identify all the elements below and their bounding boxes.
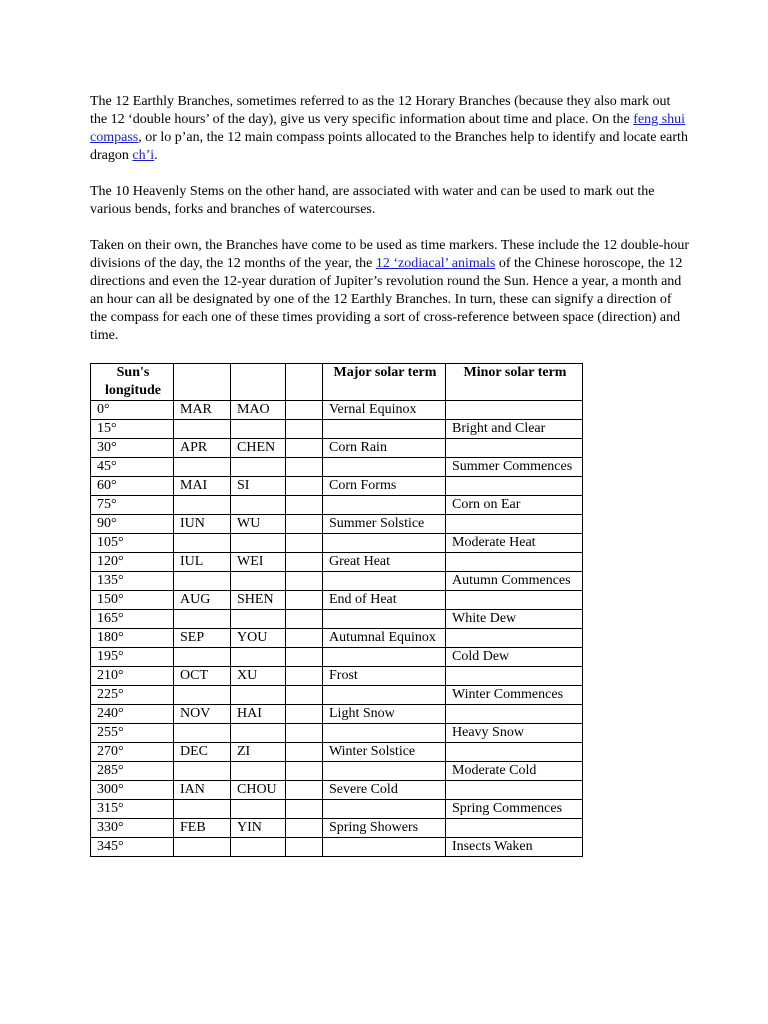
minor-term-cell: Autumn Commences: [446, 572, 583, 591]
major-term-cell: [323, 610, 446, 629]
blank-cell: [286, 401, 323, 420]
major-term-cell: [323, 572, 446, 591]
branch-cell: ZI: [231, 743, 286, 762]
branch-cell: YIN: [231, 819, 286, 838]
paragraph-1: The 12 Earthly Branches, sometimes referred to as the 12 Horary Branches (because they also mark out the 12 ‘double hours’ of the day), give us very specific information about time and place. On the feng shui compass, or lo p’an, the 12 main compass points allocated to the Branches help to identify and locate earth dragon ch’i.: [90, 94, 688, 163]
month-cell: SEP: [174, 629, 231, 648]
month-cell: MAI: [174, 477, 231, 496]
table-row: [91, 439, 583, 458]
table-row: [91, 572, 583, 591]
minor-term-cell: White Dew: [446, 610, 583, 629]
longitude-cell: 180°: [91, 629, 174, 648]
minor-term-cell: [446, 553, 583, 572]
blank-cell: [286, 477, 323, 496]
branch-cell: [231, 458, 286, 477]
major-term-cell: Great Heat: [323, 553, 446, 572]
blank-cell: [286, 819, 323, 838]
branch-cell: [231, 496, 286, 515]
branch-cell: [231, 610, 286, 629]
month-cell: [174, 838, 231, 857]
table-row: [91, 610, 583, 629]
month-cell: IAN: [174, 781, 231, 800]
branch-cell: WU: [231, 515, 286, 534]
month-cell: [174, 800, 231, 819]
table-row: [91, 705, 583, 724]
month-cell: [174, 762, 231, 781]
longitude-cell: 255°: [91, 724, 174, 743]
month-cell: NOV: [174, 705, 231, 724]
month-cell: OCT: [174, 667, 231, 686]
table-row: [91, 629, 583, 648]
minor-term-cell: Winter Commences: [446, 686, 583, 705]
longitude-cell: 285°: [91, 762, 174, 781]
longitude-cell: 210°: [91, 667, 174, 686]
month-cell: IUN: [174, 515, 231, 534]
table-row: [91, 496, 583, 515]
table-body: [91, 401, 583, 857]
zodiacal-animals-link[interactable]: 12 ‘zodiacal’ animals: [375, 256, 496, 271]
blank-cell: [286, 420, 323, 439]
major-term-cell: Corn Rain: [323, 439, 446, 458]
major-term-cell: Vernal Equinox: [323, 401, 446, 420]
minor-term-cell: Insects Waken: [446, 838, 583, 857]
minor-term-cell: Spring Commences: [446, 800, 583, 819]
longitude-cell: 195°: [91, 648, 174, 667]
branch-cell: CHEN: [231, 439, 286, 458]
branch-cell: [231, 648, 286, 667]
month-cell: [174, 686, 231, 705]
blank-cell: [286, 496, 323, 515]
table-row: [91, 819, 583, 838]
header-major-solar-term: Major solar term: [323, 364, 446, 401]
month-cell: [174, 724, 231, 743]
longitude-cell: 165°: [91, 610, 174, 629]
longitude-cell: 150°: [91, 591, 174, 610]
month-cell: [174, 534, 231, 553]
table-row: [91, 781, 583, 800]
major-term-cell: [323, 458, 446, 477]
month-cell: [174, 648, 231, 667]
month-cell: APR: [174, 439, 231, 458]
blank-cell: [286, 686, 323, 705]
blank-cell: [286, 705, 323, 724]
table-row: [91, 686, 583, 705]
minor-term-cell: [446, 781, 583, 800]
longitude-cell: 240°: [91, 705, 174, 724]
longitude-cell: 60°: [91, 477, 174, 496]
major-term-cell: End of Heat: [323, 591, 446, 610]
table-row: [91, 648, 583, 667]
major-term-cell: Spring Showers: [323, 819, 446, 838]
longitude-cell: 45°: [91, 458, 174, 477]
longitude-cell: 300°: [91, 781, 174, 800]
minor-term-cell: Heavy Snow: [446, 724, 583, 743]
major-term-cell: [323, 724, 446, 743]
branch-cell: [231, 838, 286, 857]
branch-cell: [231, 762, 286, 781]
month-cell: [174, 572, 231, 591]
minor-term-cell: Bright and Clear: [446, 420, 583, 439]
minor-term-cell: [446, 439, 583, 458]
table-row: [91, 591, 583, 610]
paragraph-2: The 10 Heavenly Stems on the other hand, are associated with water and can be used to mark out the various bends, forks and branches of watercourses.: [90, 184, 655, 217]
major-term-cell: Corn Forms: [323, 477, 446, 496]
table-row: [91, 667, 583, 686]
month-cell: [174, 420, 231, 439]
minor-term-cell: [446, 515, 583, 534]
minor-term-cell: Summer Commences: [446, 458, 583, 477]
longitude-cell: 270°: [91, 743, 174, 762]
minor-term-cell: [446, 401, 583, 420]
blank-cell: [286, 515, 323, 534]
major-term-cell: [323, 420, 446, 439]
longitude-cell: 0°: [91, 401, 174, 420]
longitude-cell: 135°: [91, 572, 174, 591]
document-body: [90, 93, 690, 857]
table-row: [91, 420, 583, 439]
feng-shui-compass-link[interactable]: feng shui compass: [90, 112, 685, 145]
minor-term-cell: [446, 705, 583, 724]
table-row: [91, 724, 583, 743]
longitude-cell: 120°: [91, 553, 174, 572]
minor-term-cell: Corn on Ear: [446, 496, 583, 515]
longitude-cell: 315°: [91, 800, 174, 819]
branch-cell: [231, 724, 286, 743]
blank-cell: [286, 743, 323, 762]
longitude-cell: 345°: [91, 838, 174, 857]
table-row: [91, 743, 583, 762]
branch-cell: SI: [231, 477, 286, 496]
major-term-cell: [323, 686, 446, 705]
longitude-cell: 15°: [91, 420, 174, 439]
blank-cell: [286, 553, 323, 572]
longitude-cell: 330°: [91, 819, 174, 838]
major-term-cell: Severe Cold: [323, 781, 446, 800]
blank-cell: [286, 591, 323, 610]
month-cell: DEC: [174, 743, 231, 762]
minor-term-cell: [446, 743, 583, 762]
major-term-cell: [323, 648, 446, 667]
minor-term-cell: Cold Dew: [446, 648, 583, 667]
month-cell: MAR: [174, 401, 231, 420]
month-cell: FEB: [174, 819, 231, 838]
blank-cell: [286, 439, 323, 458]
header-blank-3: [286, 364, 323, 401]
branch-cell: [231, 686, 286, 705]
longitude-cell: 90°: [91, 515, 174, 534]
blank-cell: [286, 610, 323, 629]
minor-term-cell: Moderate Heat: [446, 534, 583, 553]
branch-cell: WEI: [231, 553, 286, 572]
major-term-cell: [323, 838, 446, 857]
minor-term-cell: [446, 667, 583, 686]
branch-cell: HAI: [231, 705, 286, 724]
blank-cell: [286, 572, 323, 591]
blank-cell: [286, 724, 323, 743]
blank-cell: [286, 781, 323, 800]
blank-cell: [286, 534, 323, 553]
major-term-cell: [323, 800, 446, 819]
table-row: [91, 838, 583, 857]
branch-cell: YOU: [231, 629, 286, 648]
table-header-row: [91, 364, 583, 401]
branch-cell: [231, 572, 286, 591]
blank-cell: [286, 667, 323, 686]
branch-cell: [231, 534, 286, 553]
minor-term-cell: Moderate Cold: [446, 762, 583, 781]
solar-terms-table: [90, 363, 583, 857]
minor-term-cell: [446, 477, 583, 496]
longitude-cell: 75°: [91, 496, 174, 515]
table-row: [91, 458, 583, 477]
table-row: [91, 515, 583, 534]
month-cell: AUG: [174, 591, 231, 610]
longitude-cell: 225°: [91, 686, 174, 705]
minor-term-cell: [446, 591, 583, 610]
major-term-cell: Summer Solstice: [323, 515, 446, 534]
month-cell: IUL: [174, 553, 231, 572]
table-row: [91, 762, 583, 781]
branch-cell: MAO: [231, 401, 286, 420]
blank-cell: [286, 800, 323, 819]
month-cell: [174, 458, 231, 477]
major-term-cell: Autumnal Equinox: [323, 629, 446, 648]
table-row: [91, 477, 583, 496]
chi-link[interactable]: ch’i: [132, 148, 155, 163]
month-cell: [174, 496, 231, 515]
header-minor-solar-term: Minor solar term: [446, 364, 583, 401]
blank-cell: [286, 629, 323, 648]
table-row: [91, 553, 583, 572]
longitude-cell: 30°: [91, 439, 174, 458]
branch-cell: [231, 420, 286, 439]
blank-cell: [286, 762, 323, 781]
blank-cell: [286, 648, 323, 667]
longitude-cell: 105°: [91, 534, 174, 553]
table-row: [91, 401, 583, 420]
paragraph-3: Taken on their own, the Branches have come to be used as time markers. These include the 12 double-hour divisions of the day, the 12 months of the year, the 12 ‘zodiacal’ animals of the Chinese horoscope, the 12 directions and even the 12-year duration of Jupiter’s revolution round the Sun. Hence a year, a month and an hour can all be designated by one of the 12 Earthly Branches. In turn, these can signify a direction of the compass for each one of these times providing a sort of cross-reference between space (direction) and time.: [90, 238, 690, 343]
major-term-cell: [323, 762, 446, 781]
major-term-cell: Frost: [323, 667, 446, 686]
branch-cell: [231, 800, 286, 819]
minor-term-cell: [446, 629, 583, 648]
major-term-cell: Light Snow: [323, 705, 446, 724]
table-row: [91, 534, 583, 553]
header-blank-1: [174, 364, 231, 401]
month-cell: [174, 610, 231, 629]
branch-cell: CHOU: [231, 781, 286, 800]
major-term-cell: Winter Solstice: [323, 743, 446, 762]
header-suns-longitude: Sun's longitude: [91, 364, 174, 401]
table-row: [91, 800, 583, 819]
branch-cell: SHEN: [231, 591, 286, 610]
header-blank-2: [231, 364, 286, 401]
blank-cell: [286, 458, 323, 477]
branch-cell: XU: [231, 667, 286, 686]
major-term-cell: [323, 496, 446, 515]
blank-cell: [286, 838, 323, 857]
major-term-cell: [323, 534, 446, 553]
minor-term-cell: [446, 819, 583, 838]
